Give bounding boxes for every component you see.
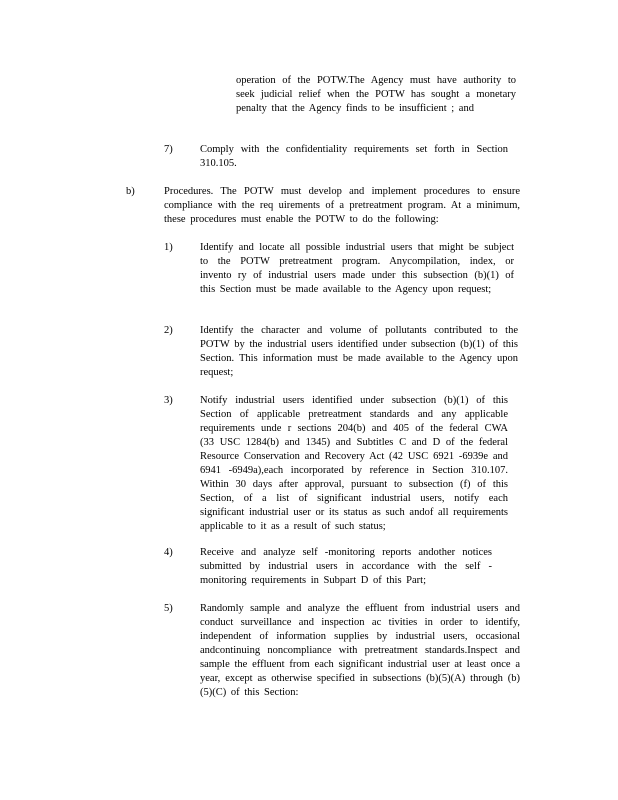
item-7-text: Comply with the confidentiality requirements set forth in Section 310.105. <box>200 144 508 169</box>
item-b5-number: 5) <box>164 603 173 614</box>
item-b4-number: 4) <box>164 547 173 558</box>
item-b2-number: 2) <box>164 325 173 336</box>
section-b-label: b) <box>126 186 135 197</box>
item-b1-number: 1) <box>164 242 173 253</box>
item-b1-text: Identify and locate all possible industrial users that might be subject to the POTW pretreatment program. Anycompilation, index, or invento ry of industrial users made under this subsection (b)(1) of this Section must be made available to the Agency upon request; <box>200 242 514 295</box>
item-b3-number: 3) <box>164 395 173 406</box>
item-b2-text: Identify the character and volume of pollutants contributed to the POTW by the industrial users identified under subsection (b)(1) of this Section. This information must be made available to the Agency upon request; <box>200 325 518 378</box>
item-b3-text: Notify industrial users identified under subsection (b)(1) of this Section of applicable pretreatment standards and any applicable requirements unde r sections 204(b) and 405 of the federal CWA (33 USC 1284(b) and 1345) and Subtitles C and D of the federal Resource Conservation and Recovery Act (42 USC 6921 -6939e and 6941 -6949a),each incorporated by reference in Section 310.107. Within 30 days after approval, pursuant to subsection (f) of this Section, of a list of significant industrial users, notify each significant industrial user or its status as such andof all requirements applicable to it as a result of such status; <box>200 395 508 532</box>
item-b4-text: Receive and analyze self -monitoring reports andother notices submitted by industrial users in accordance with the self - monitoring requirements in Subpart D of this Part; <box>200 547 492 586</box>
section-b-intro: Procedures. The POTW must develop and implement procedures to ensure compliance with the req uirements of a pretreatment program. At a minimum, these procedures must enable the POTW to do the following: <box>164 186 520 225</box>
item-7-number: 7) <box>164 144 173 155</box>
continuation-paragraph: operation of the POTW.The Agency must have authority to seek judicial relief when the POTW has sought a monetary penalty that the Agency finds to be insufficient ; and <box>236 75 516 114</box>
item-b5-text: Randomly sample and analyze the effluent from industrial users and conduct surveillance and inspection ac tivities in order to identify, independent of information supplies by industrial users, occasional andcontinuing noncompliance with pretreatment standards.Inspect and sample the effluent from each significant industrial user at least once a year, except as otherwise specified in subsections (b)(5)(A) through (b)(5)(C) of this Section: <box>200 603 520 698</box>
